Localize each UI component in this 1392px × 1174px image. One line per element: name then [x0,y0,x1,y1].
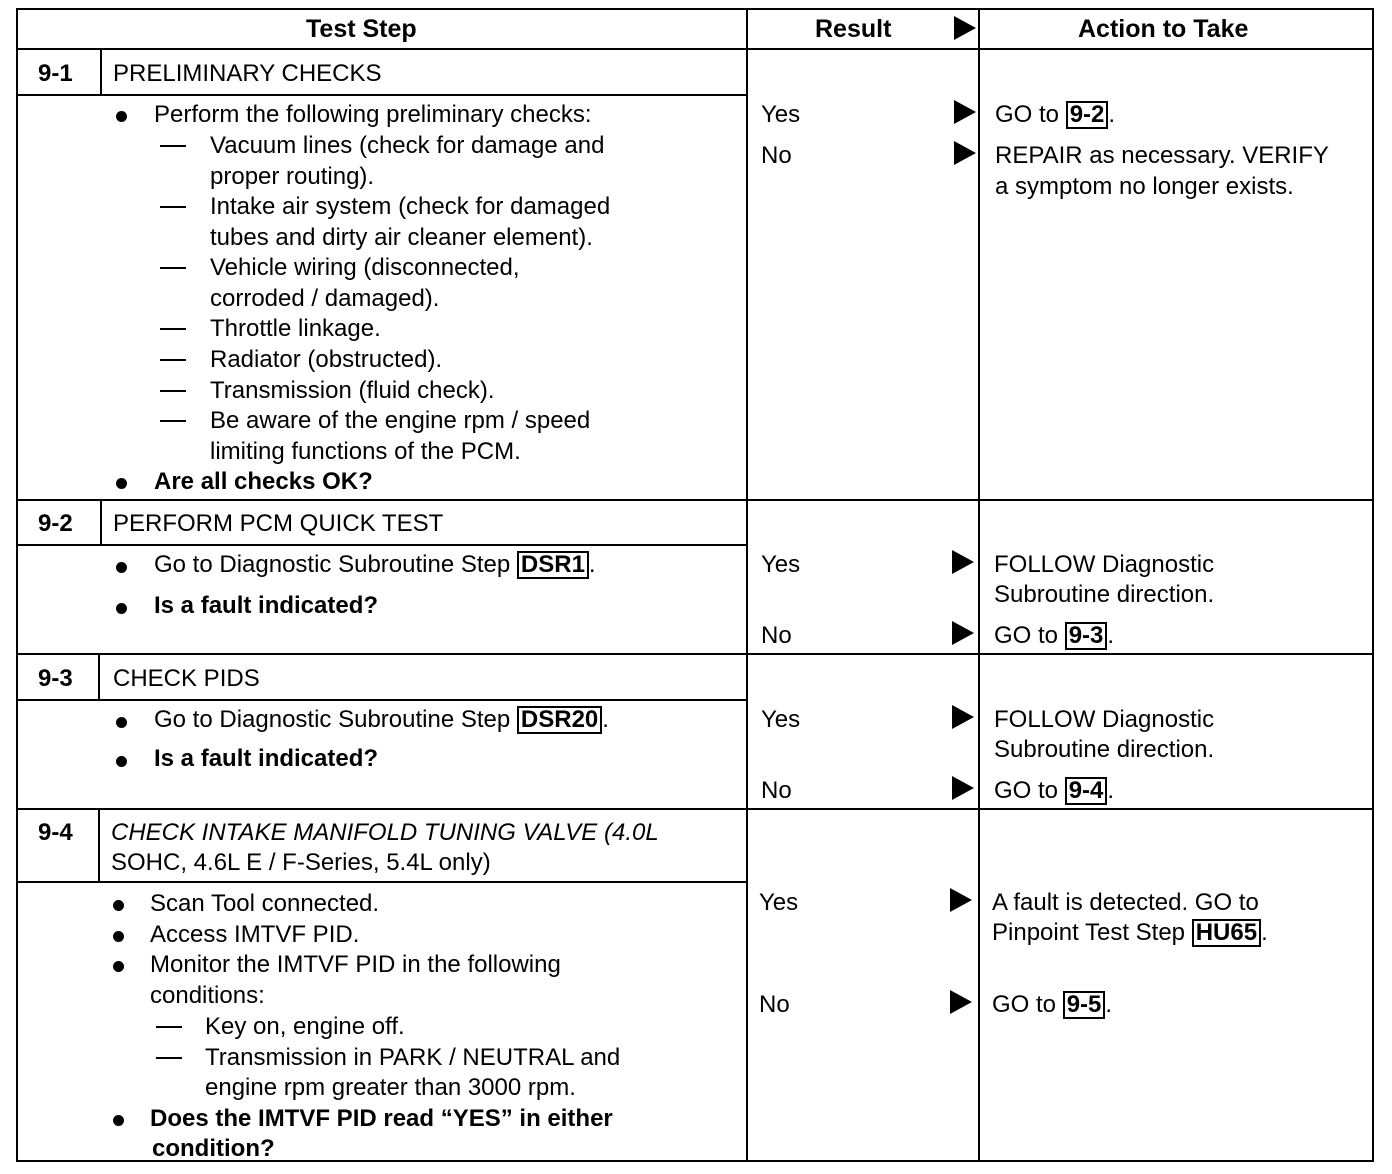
step-reference: 9-4 [1065,777,1108,805]
arrow-icon [950,888,972,912]
step-9-2-bottom-divider [18,653,1374,655]
step-reference: DSR1 [517,551,589,579]
step-9-4-instruction: Access IMTVF PID. [150,921,360,948]
step-9-4-question: Does the IMTVF PID read “YES” in either [150,1105,613,1132]
step-9-2-title-divider [18,544,746,546]
step-9-3-yes-action: FOLLOW Diagnostic [994,706,1215,733]
arrow-icon [952,621,974,645]
step-9-2-number-divider [100,499,102,544]
step-9-3-yes-action: Subroutine direction. [994,736,1215,763]
arrow-icon [954,141,976,165]
step-9-1-sub-line: tubes and dirty air cleaner element). [210,224,593,251]
bullet-icon [116,603,127,614]
step-9-1-title: PRELIMINARY CHECKS [113,60,382,87]
step-reference: 9-2 [1066,101,1109,129]
step-9-1-yes: Yes [761,101,801,128]
dash-icon [156,1026,182,1028]
bullet-icon [116,562,127,573]
step-9-1-no: No [761,142,792,169]
step-9-1-sub-line: limiting functions of the PCM. [210,438,521,465]
step-9-4-title: CHECK INTAKE MANIFOLD TUNING VALVE (4.0L [111,819,659,846]
step-9-1-sub-line: Radiator (obstructed). [210,346,443,373]
step-9-3-number: 9-3 [38,665,73,692]
dash-icon [160,206,186,208]
step-9-3-title: CHECK PIDS [113,665,260,692]
step-9-4-sub-line: engine rpm greater than 3000 rpm. [205,1074,576,1101]
header-result: Result [815,15,892,43]
step-9-4-no: No [759,991,790,1018]
step-9-4-sub-line: Key on, engine off. [205,1013,405,1040]
step-reference: HU65 [1192,919,1261,947]
step-9-1-sub-line: Transmission (fluid check). [210,377,495,404]
dash-icon [156,1057,182,1059]
arrow-icon [952,550,974,574]
step-9-4-title: SOHC, 4.6L E / F-Series, 5.4L only) [111,849,491,876]
step-9-3-title-divider [18,699,746,701]
step-9-2-no-action: GO to 9-3 . [994,622,1115,649]
step-9-2-yes: Yes [761,551,801,578]
step-9-1-no-action: a symptom no longer exists. [995,173,1294,200]
step-9-4-sub-line: Transmission in PARK / NEUTRAL and [205,1044,621,1071]
step-9-3-no: No [761,777,792,804]
result-column-divider [746,10,748,1162]
step-9-4-no-action: GO to 9-5 . [992,991,1113,1018]
action-column-divider [978,10,980,1162]
bullet-icon [116,111,127,122]
step-9-2-number: 9-2 [38,510,73,537]
step-9-4-yes: Yes [759,889,799,916]
step-9-2-yes-action: Subroutine direction. [994,581,1215,608]
dash-icon [160,267,186,269]
diagnostic-table [16,8,1374,1162]
step-9-4-yes-action: Pinpoint Test Step HU65 . [992,919,1268,946]
header-test-step: Test Step [306,15,417,43]
step-9-2-instruction: Go to Diagnostic Subroutine Step DSR1 . [154,551,596,578]
step-9-3-question: Is a fault indicated? [154,745,379,772]
header-action: Action to Take [1078,15,1249,43]
step-9-2-no: No [761,622,792,649]
step-reference: 9-3 [1065,622,1108,650]
dash-icon [160,390,186,392]
dash-icon [160,145,186,147]
step-9-4-number-divider [98,808,100,881]
step-9-1-question: Are all checks OK? [154,468,373,495]
bullet-icon [116,756,127,767]
header-divider [18,48,1374,50]
arrow-icon [954,100,976,124]
step-9-4-yes-action: A fault is detected. GO to [992,889,1259,916]
bullet-icon [116,478,127,489]
step-9-1-number: 9-1 [38,60,73,87]
step-reference: DSR20 [517,706,602,734]
step-9-1-bottom-divider [18,499,1374,501]
step-9-4-instruction: Scan Tool connected. [150,890,380,917]
step-9-2-yes-action: FOLLOW Diagnostic [994,551,1215,578]
step-9-3-instruction: Go to Diagnostic Subroutine Step DSR20 . [154,706,609,733]
step-9-1-title-divider [18,94,746,96]
step-9-2-title: PERFORM PCM QUICK TEST [113,510,444,537]
step-9-4-question: condition? [152,1135,275,1162]
step-9-1-instruction: Perform the following preliminary checks: [154,101,592,128]
step-9-4-title-divider [18,881,746,883]
bullet-icon [113,900,124,911]
dash-icon [160,359,186,361]
step-9-4-instruction: Monitor the IMTVF PID in the following [150,951,561,978]
dash-icon [160,420,186,422]
arrow-icon [950,990,972,1014]
dash-icon [160,328,186,330]
step-9-4-number: 9-4 [38,819,73,846]
step-9-1-no-action: REPAIR as necessary. VERIFY [995,142,1329,169]
step-9-3-number-divider [98,653,100,699]
step-9-2-question: Is a fault indicated? [154,592,379,619]
step-9-1-sub-line: Intake air system (check for damaged [210,193,611,220]
step-reference: 9-5 [1063,991,1106,1019]
arrow-icon [952,705,974,729]
bullet-icon [113,931,124,942]
step-9-3-yes: Yes [761,706,801,733]
step-9-4-instruction: conditions: [150,982,265,1009]
step-9-3-no-action: GO to 9-4 . [994,777,1115,804]
step-9-1-sub-line: Vacuum lines (check for damage and [210,132,605,159]
step-9-1-yes-action: GO to 9-2 . [995,101,1116,128]
step-9-1-sub-line: proper routing). [210,163,375,190]
step-9-1-sub-line: Be aware of the engine rpm / speed [210,407,591,434]
step-9-3-bottom-divider [18,808,1374,810]
step-9-1-sub-line: corroded / damaged). [210,285,440,312]
bullet-icon [116,717,127,728]
step-9-1-number-divider [100,48,102,94]
bullet-icon [113,961,124,972]
bullet-icon [113,1115,124,1126]
step-9-1-sub-line: Vehicle wiring (disconnected, [210,254,520,281]
arrow-icon [952,776,974,800]
step-9-1-sub-line: Throttle linkage. [210,315,381,342]
header-arrow-icon [954,16,976,40]
